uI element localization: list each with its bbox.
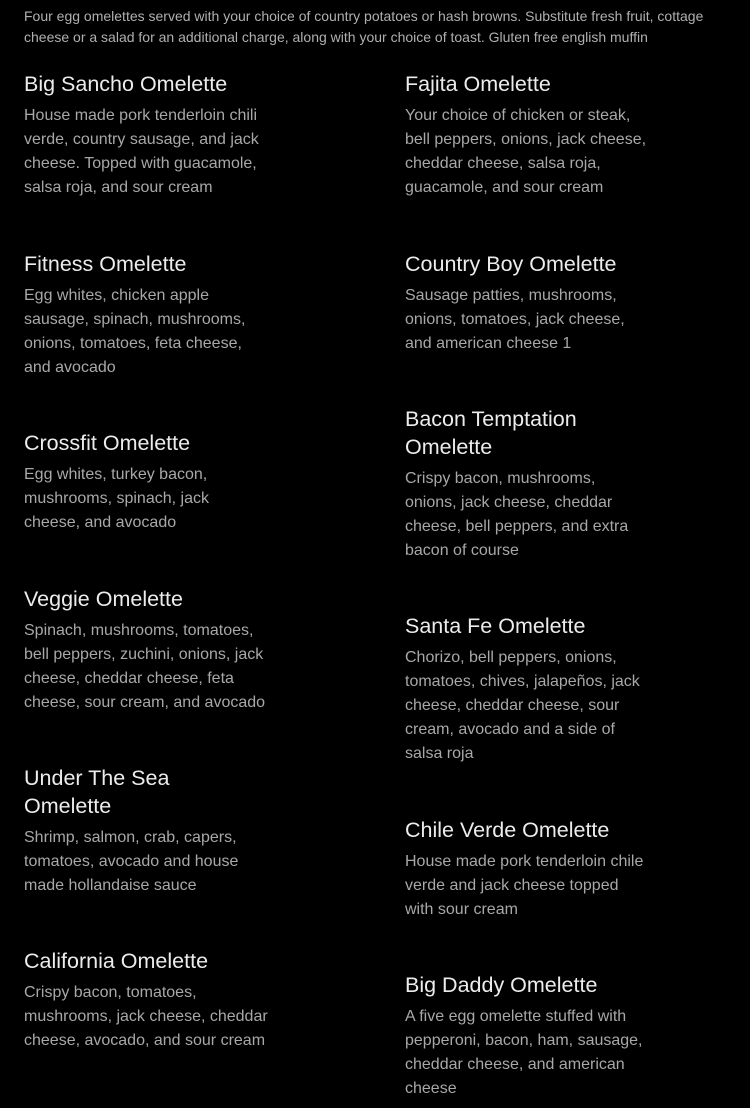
menu-item-description: House made pork tenderloin chili verde, country sausage, and jack cheese. Topped with guacamole, salsa roja, and sour cream [24, 107, 259, 196]
menu-item [24, 585, 274, 715]
menu-item-description: Your choice of chicken or steak, bell peppers, onions, jack cheese, cheddar cheese, salsa roja, guacamole, and sour cream [405, 107, 647, 196]
menu-item-title: Country Boy Omelette [405, 252, 617, 276]
menu-item [405, 70, 655, 200]
menu-item-description: Sausage patties, mushrooms, onions, tomatoes, jack cheese, and american cheese 1 [405, 287, 625, 352]
menu-item [24, 429, 274, 535]
menu-item-title: Fitness Omelette [24, 252, 187, 276]
menu-item [24, 947, 274, 1053]
menu-item-title: Crossfit Omelette [24, 431, 191, 455]
menu-item [405, 250, 655, 356]
menu-item-title: California Omelette [24, 949, 209, 973]
menu-item-description: Shrimp, salmon, crab, capers, tomatoes, avocado and house made hollandaise sauce [24, 829, 239, 894]
menu-item-title: Bacon Temptation Omelette [405, 407, 577, 459]
menu-item-title: Big Sancho Omelette [24, 72, 228, 96]
menu-item [24, 250, 274, 380]
menu-item [405, 816, 655, 922]
menu-item-title: Santa Fe Omelette [405, 614, 586, 638]
menu-item-description: House made pork tenderloin chile verde and jack cheese topped with sour cream [405, 853, 644, 918]
menu-item-description: Crispy bacon, tomatoes, mushrooms, jack cheese, cheddar cheese, avocado, and sour cream [24, 984, 268, 1049]
menu-item-description: Egg whites, chicken apple sausage, spinach, mushrooms, onions, tomatoes, feta cheese, and avocado [24, 287, 246, 376]
menu-item-description: Spinach, mushrooms, tomatoes, bell peppers, zuchini, onions, jack cheese, cheddar cheese, feta cheese, sour cream, and avocado [24, 622, 266, 711]
menu-item-title: Veggie Omelette [24, 587, 183, 611]
menu-item-title: Fajita Omelette [405, 72, 551, 96]
menu-item-description: Chorizo, bell peppers, onions, tomatoes, chives, jalapeños, jack cheese, cheddar cheese, sour cream, avocado and a side of salsa roja [405, 649, 640, 762]
menu-item-title: Under The Sea Omelette [24, 766, 170, 818]
menu-item [405, 971, 655, 1101]
menu-item-title: Big Daddy Omelette [405, 973, 598, 997]
menu-item-title: Chile Verde Omelette [405, 818, 610, 842]
menu-item [24, 70, 274, 200]
menu-item-description: Crispy bacon, mushrooms, onions, jack cheese, cheddar cheese, bell peppers, and extra bacon of course [405, 470, 629, 559]
menu-item-description: Egg whites, turkey bacon, mushrooms, spinach, jack cheese, and avocado [24, 466, 209, 531]
menu-item [24, 764, 274, 898]
menu-item [405, 612, 655, 766]
menu-item [405, 405, 655, 563]
menu-item-description: A five egg omelette stuffed with pepperoni, bacon, ham, sausage, cheddar cheese, and american cheese [405, 1008, 643, 1097]
menu-section-intro: Four egg omelettes served with your choice of country potatoes or hash browns. Substitute fresh fruit, cottage cheese or a salad for an additional charge, along with your choice of toast. Gluten free english muffin [24, 8, 704, 45]
